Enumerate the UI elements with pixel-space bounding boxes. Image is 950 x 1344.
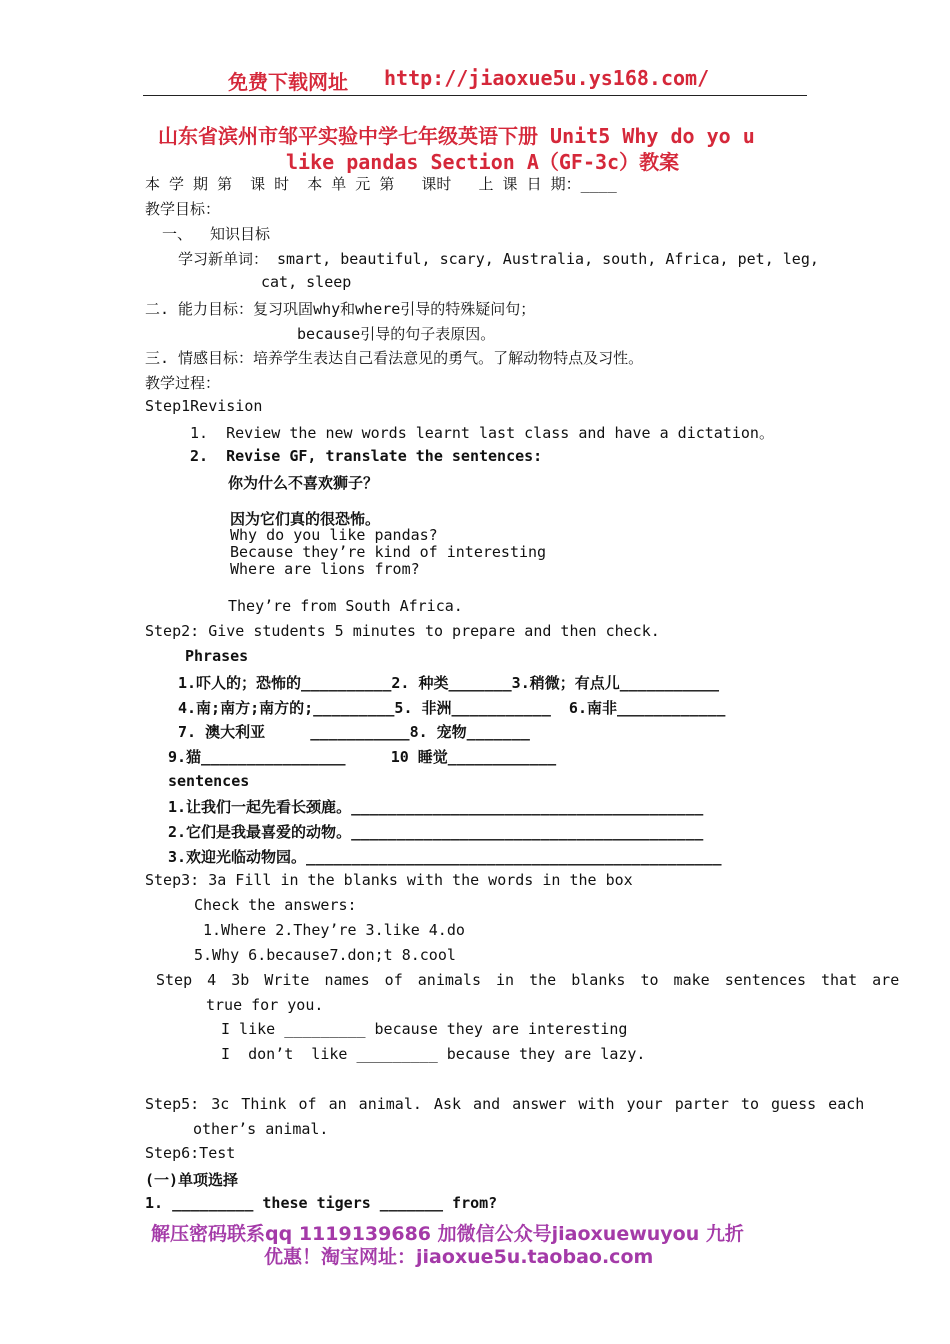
step6-title: Step6:Test xyxy=(145,1144,236,1162)
ability-line2: because引导的句子表原因。 xyxy=(297,325,496,343)
title-line1: 山东省滨州市邹平实验中学七年级英语下册 Unit5 Why do yo u xyxy=(158,124,755,148)
title-line2: like pandas Section A（GF-3c）教案 xyxy=(286,150,680,174)
sentences-label: sentences xyxy=(168,772,250,790)
step1-title: Step1Revision xyxy=(145,397,263,415)
step3-check: Check the answers: xyxy=(194,896,357,914)
translate-en3: Where are lions from? xyxy=(230,560,420,578)
test-section: (一)单项选择 xyxy=(145,1171,239,1189)
test-question-1: 1. _________ these tigers _______ from? xyxy=(145,1194,498,1212)
step4-line1: Step 4 3b Write names of animals in the blanks to make sentences that are xyxy=(156,971,900,989)
translate-cn1: 你为什么不喜欢狮子？ xyxy=(228,474,379,492)
vocab-line2: cat, sleep xyxy=(261,273,352,291)
meta-line: 本 学 期 第 课 时 本 单 元 第 课时 上 课 日 期：____ xyxy=(145,175,617,193)
footer-line2: 优惠！淘宝网址：jiaoxue5u.taobao.com xyxy=(264,1246,654,1268)
phrase-row3: 7. 澳大利亚 ___________8. 宠物_______ xyxy=(178,723,530,741)
header-url[interactable]: http://jiaoxue5u.ys168.com/ xyxy=(384,66,710,90)
step1-item1: 1. Review the new words learnt last class and have a dictation。 xyxy=(190,424,774,442)
phrase-row1: 1.吓人的；恐怖的__________2. 种类_______3.稍微；有点儿___________ xyxy=(178,674,720,692)
step1-item2: 2. Revise GF, translate the sentences: xyxy=(190,447,543,465)
vocab-line1: 学习新单词： smart, beautiful, scary, Australia, south, Africa, pet, leg, xyxy=(178,250,819,268)
header-label: 免费下载网址 xyxy=(228,70,348,94)
header-divider xyxy=(143,95,807,96)
sentence-1: 1.让我们一起先看长颈鹿。_______________________________________ xyxy=(168,798,704,816)
step4-sentence1: I like _________ because they are interesting xyxy=(221,1020,628,1038)
step4-sentence2: I don’t like _________ because they are lazy. xyxy=(221,1045,646,1063)
ability-title: 二. 能力目标：复习巩固why和where引导的特殊疑问句； xyxy=(145,300,536,318)
translate-cn2: 因为它们真的很恐怖。 xyxy=(230,510,381,528)
step4-line2: true for you. xyxy=(206,996,324,1014)
knowledge-title: 一、 知识目标 xyxy=(162,225,271,243)
step2-title: Step2: Give students 5 minutes to prepare and then check. xyxy=(145,622,660,640)
sentence-3: 3.欢迎光临动物园。______________________________________________ xyxy=(168,848,722,866)
translate-en2: Because they’re kind of interesting xyxy=(230,543,547,561)
footer-line1: 解压密码联系qq 1119139686 加微信公众号jiaoxuewuyou 九折 xyxy=(151,1223,744,1245)
process-heading: 教学过程： xyxy=(145,374,221,392)
phrases-label: Phrases xyxy=(185,647,249,665)
emotion-goal: 三. 情感目标：培养学生表达自己看法意见的勇气。了解动物特点及习性。 xyxy=(145,349,644,367)
translate-en4: They’re from South Africa. xyxy=(228,597,463,615)
step5-line1: Step5: 3c Think of an animal. Ask and answer with your parter to guess each xyxy=(145,1095,865,1113)
step3-answers1: 1.Where 2.They’re 3.like 4.do xyxy=(203,921,465,939)
goals-heading: 教学目标： xyxy=(145,200,221,218)
phrase-row4: 9.猫________________ 10 睡觉____________ xyxy=(168,748,557,766)
translate-en1: Why do you like pandas? xyxy=(230,526,438,544)
step3-answers2: 5.Why 6.because7.don;t 8.cool xyxy=(194,946,456,964)
phrase-row2: 4.南;南方;南方的;_________5. 非洲___________ 6.南非____________ xyxy=(178,699,726,717)
step3-title: Step3: 3a Fill in the blanks with the words in the box xyxy=(145,871,633,889)
sentence-2: 2.它们是我最喜爱的动物。_______________________________________ xyxy=(168,823,704,841)
step5-line2: other’s animal. xyxy=(193,1120,329,1138)
